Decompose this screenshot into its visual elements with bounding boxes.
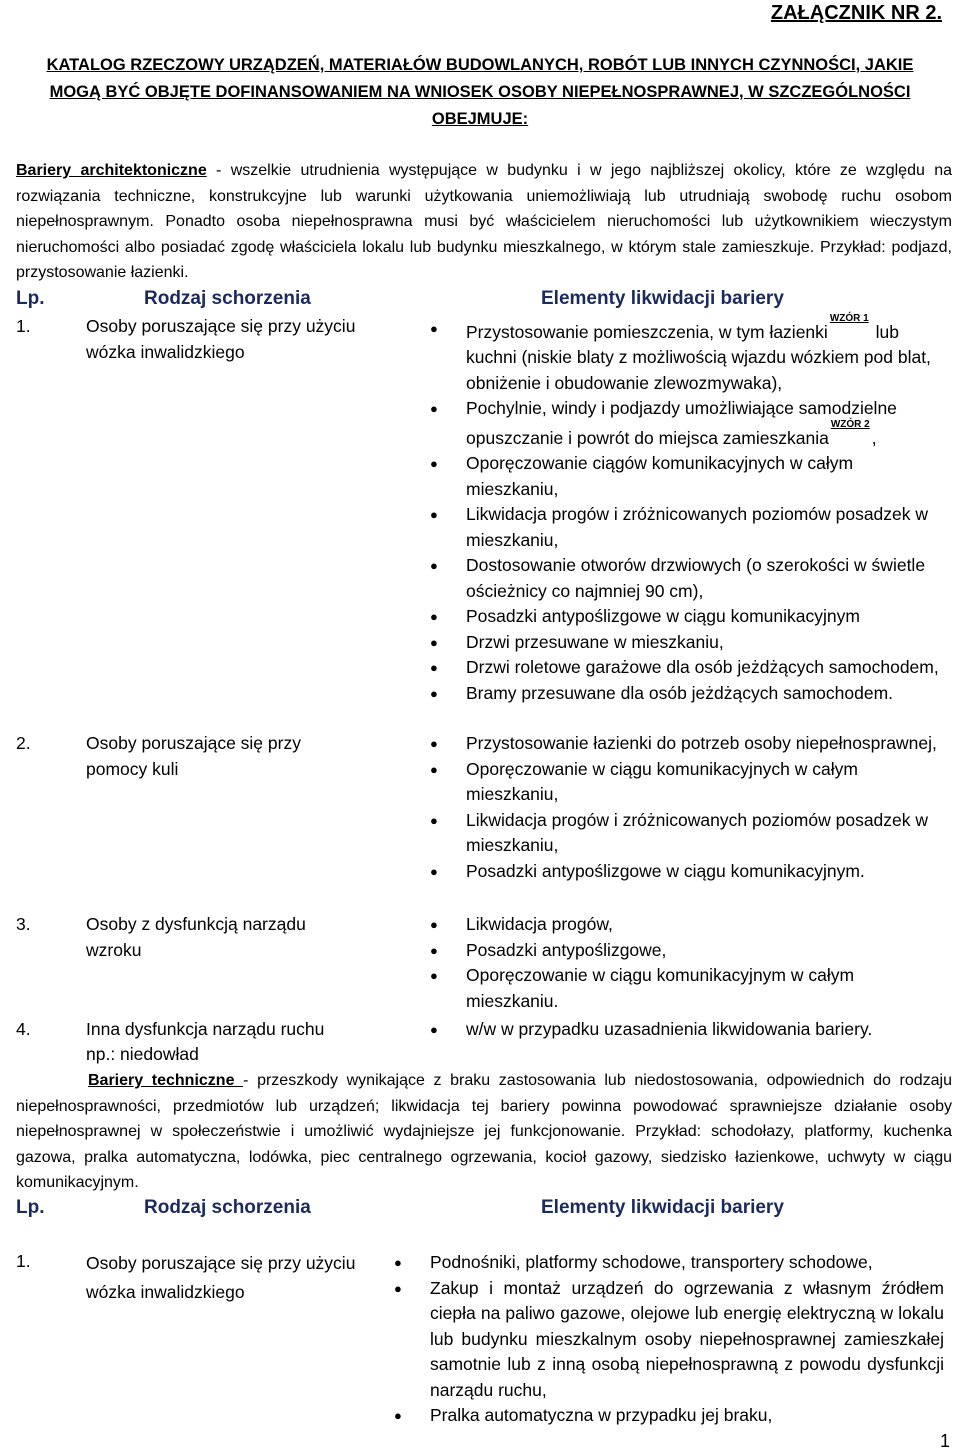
list-item: ● Oporęczowanie w ciągu komunikacyjnych w całym mieszkaniu,	[430, 758, 858, 804]
list-item: ● w/w w przypadku uzasadnienia likwidowania bariery.	[466, 1017, 946, 1043]
section2-term: Bariery techniczne	[88, 1072, 244, 1089]
table1-row1-kind: Osoby poruszające się przy użyciu wózka inwalidzkiego	[86, 316, 356, 362]
list-item: ● Przystosowanie pomieszczenia, w tym łazienki$^{WZÓR 1}$ lub kuchni (niskie blaty z możliwością wjazdu wózkiem pod blat, obniżenie i obudowanie zlewozmywaka),	[430, 313, 931, 393]
list-item: ● Posadzki antypoślizgowe w ciągu komunikacyjnym	[466, 604, 946, 630]
list-item: ● Oporęczowanie ciągów komunikacyjnych w całym mieszkaniu,	[430, 453, 854, 499]
list-item: ● Posadzki antypoślizgowe w ciągu komunikacyjnym.	[466, 859, 946, 885]
section1-text: - wszelkie utrudnienia występujące w budynku i w jego najbliższej okolicy, które ze względu na rozwiązania techniczne, konstrukcyjne lub warunki użytkowania uniemożliwiają lub utrudniają swobodę ruchu osobom niepełnosprawnym. Ponadto osoba niepełnosprawna musi być właścicielem nieruchomości lub użytkownikiem wieczystym nieruchomości albo posiadać zgodę właściciela lokalu lub budynku mieszkalnego, w którym stale zamieszkuje. Przykład: podjazd, przystosowanie łazienki.	[16, 162, 952, 281]
list-item: ● Drzwi roletowe garażowe dla osób jeżdżących samochodem,	[466, 655, 946, 681]
list-item: ● Podnośniki, platformy schodowe, transportery schodowe,	[430, 1250, 944, 1276]
table1-header-kind: Rodzaj schorzenia	[144, 288, 311, 309]
list-item: ● Drzwi przesuwane w mieszkaniu,	[466, 630, 946, 656]
table1-header-elements: Elementy likwidacji bariery	[541, 288, 784, 309]
list-item: ● Oporęczowanie w ciągu komunikacyjnym w całym mieszkaniu.	[430, 965, 855, 1011]
table1-row3-list	[430, 912, 946, 1014]
table2-header-kind: Rodzaj schorzenia	[144, 1197, 311, 1218]
bullet-icon: ●	[430, 401, 438, 417]
list-item: ● Likwidacja progów i zróżnicowanych poziomów posadzek w mieszkaniu,	[430, 504, 929, 550]
appendix-label: ZAŁĄCZNIK NR 2.	[770, 2, 942, 24]
table1-row2-kind: Osoby poruszające się przy pomocy kuli	[86, 733, 301, 779]
page-number: 1	[939, 1431, 950, 1451]
table1-row4-list	[430, 1017, 946, 1043]
bullet-icon: ●	[394, 1280, 402, 1296]
section2-text: - przeszkody wynikające z braku zastosowania lub niedostosowania, odpowiednich do rodzaju niepełnosprawności, przedmiotów lub urządzeń; likwidacja tej bariery powinna powodować sprawniejsze działanie osoby niepełnosprawnej w społeczeństwie i umożliwić wydajniejsze jej funkcjonowanie. Przykład: schodołazy, platformy, kuchenka gazowa, pralka automatyczna, lodówka, piec centralnego ogrzewania, kocioł gazowy, siedzisko łazienkowe, uchwyty w ciągu komunikacyjnym.	[16, 1072, 953, 1191]
bullet-icon: ●	[394, 1408, 402, 1423]
bullet-icon: ●	[430, 968, 438, 983]
bullet-icon: ●	[430, 321, 438, 336]
wzor1-link[interactable]: WZÓR 1	[829, 313, 869, 324]
bullet-icon: ●	[430, 558, 438, 574]
table1-row4-kind: Inna dysfunkcja narządu ruchu	[86, 1019, 325, 1039]
bullet-icon: ●	[430, 863, 438, 879]
table2-row1-kind: Osoby poruszające się przy użyciu wózka inwalidzkiego	[86, 1253, 356, 1302]
list-item: ● Pochylnie, windy i podjazdy umożliwiające samodzielne opuszczanie i powrót do miejsca zamieszkania$^{WZÓR 2}$,	[430, 398, 897, 448]
list-item: ● Likwidacja progów i zróżnicowanych poziomów posadzek w mieszkaniu,	[430, 809, 929, 855]
table1-row3-lp: 3.	[16, 914, 31, 934]
bullet-icon: ●	[430, 917, 438, 932]
list-item: ● Pralka automatyczna w przypadku jej braku,	[430, 1403, 944, 1429]
bullet-icon: ●	[430, 761, 438, 777]
bullet-icon: ●	[430, 634, 438, 650]
table2-header-lp: Lp.	[16, 1197, 45, 1218]
bullet-icon: ●	[430, 685, 438, 701]
bullet-icon: ●	[430, 660, 438, 676]
bullet-icon: ●	[430, 942, 438, 958]
table1-row2-lp: 2.	[16, 733, 31, 753]
bullet-icon: ●	[430, 812, 438, 828]
list-item: ● Zakup i montaż urządzeń do ogrzewania z własnym źródłem ciepła na paliwo gazowe, olejowe lub energię elektryczną w lokalu lub budynku mieszkalnym osoby niepełnosprawnej zamieszkałej samotnie lub z inną osobą niepełnosprawną z powodu dysfunkcji narządu ruchu,	[394, 1277, 944, 1400]
table1-row4-lp: 4.	[16, 1019, 31, 1039]
list-item: ● Dostosowanie otworów drzwiowych (o szerokości w świetle ościeżnicy co najmniej 90 cm),	[430, 555, 926, 601]
bullet-icon: ●	[430, 1022, 438, 1037]
section2-paragraph	[16, 1068, 952, 1196]
table2-row1-list	[394, 1250, 944, 1429]
list-item: ● Likwidacja progów,	[466, 912, 946, 938]
table2-row1-lp: 1.	[16, 1251, 31, 1271]
table2-header-elements: Elementy likwidacji bariery	[541, 1197, 784, 1218]
table1-row3-kind: Osoby z dysfunkcją narządu wzroku	[86, 914, 306, 960]
bullet-icon: ●	[394, 1255, 402, 1270]
table1-row4-kind-example: np.: niedowład	[86, 1044, 199, 1064]
list-item: ● Bramy przesuwane dla osób jeżdżących samochodem.	[466, 681, 946, 707]
list-item: ● Przystosowanie łazienki do potrzeb osoby niepełnosprawnej,	[466, 731, 946, 757]
section1-paragraph	[16, 158, 952, 286]
table1-header-lp: Lp.	[16, 288, 45, 309]
bullet-icon: ●	[430, 736, 438, 751]
table1-row2-list	[430, 731, 946, 884]
section1-term: Bariery architektoniczne	[16, 162, 207, 179]
bullet-icon: ●	[430, 609, 438, 625]
bullet-icon: ●	[430, 507, 438, 523]
table1-row1-lp: 1.	[16, 316, 31, 336]
bullet-icon: ●	[430, 456, 438, 472]
list-item: ● Posadzki antypoślizgowe,	[466, 938, 946, 964]
table1-row1-list	[430, 313, 946, 706]
document-heading: KATALOG RZECZOWY URZĄDZEŃ, MATERIAŁÓW BUDOWLANYCH, ROBÓT LUB INNYCH CZYNNOŚCI, JAKIE MOGĄ BYĆ OBJĘTE DOFINANSOWANIEM NA WNIOSEK OSOBY NIEPEŁNOSPRAWNEJ, W SZCZEGÓLNOŚCI OBEJMUJE:	[46, 56, 914, 128]
wzor2-link[interactable]: WZÓR 2	[830, 418, 870, 430]
